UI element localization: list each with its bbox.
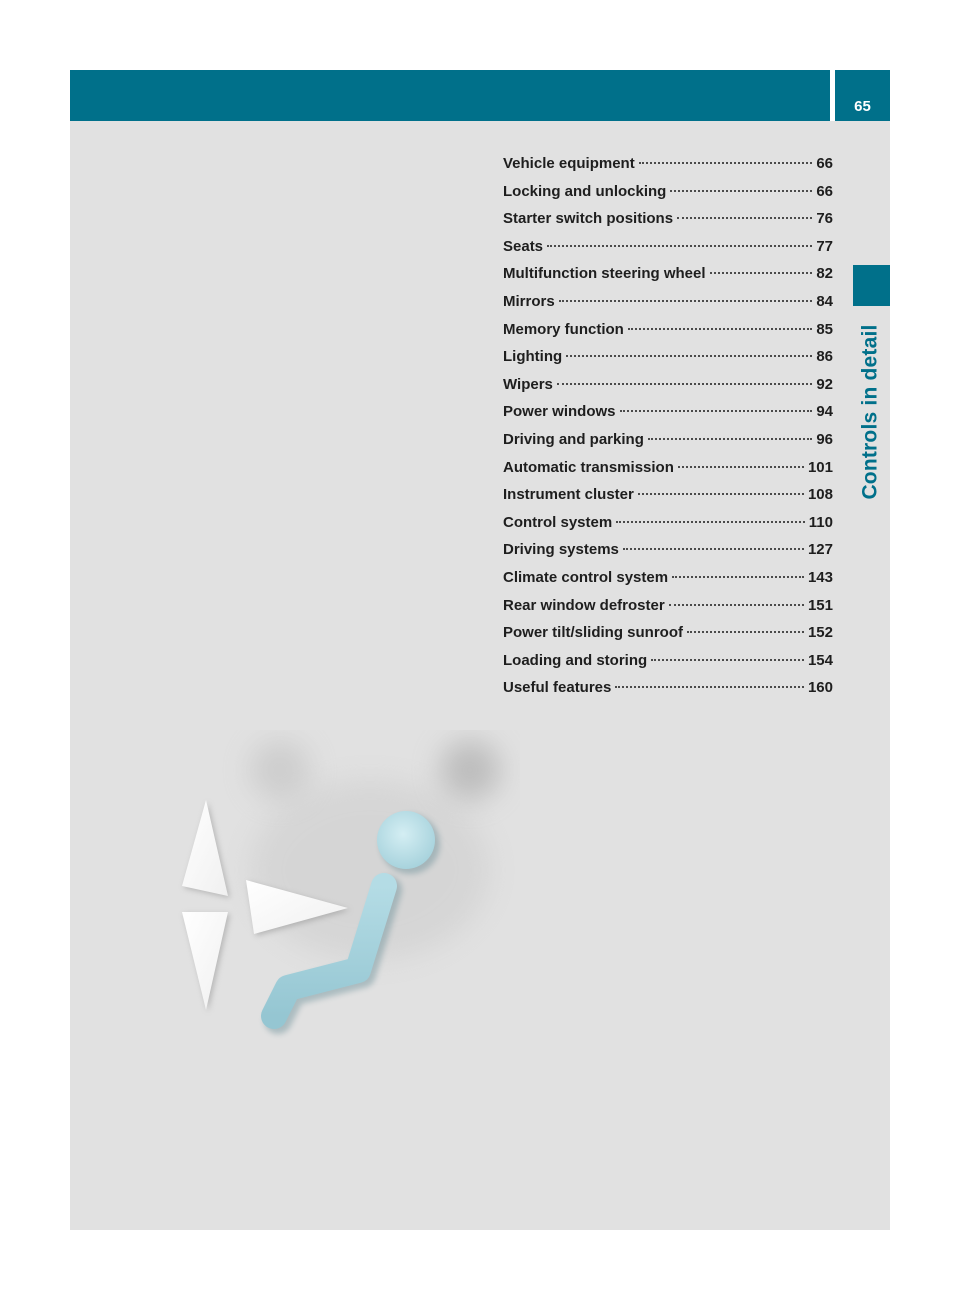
toc-entry-title: Lighting <box>503 348 563 366</box>
toc-leader-dots <box>669 604 804 606</box>
toc-entry-title: Multifunction steering wheel <box>503 265 706 283</box>
toc-entry-title: Loading and storing <box>503 651 648 669</box>
toc-entry-title: Driving systems <box>503 541 619 559</box>
toc-entry-title: Vehicle equipment <box>503 155 635 172</box>
toc-entry-page: 94 <box>816 403 833 421</box>
page-number: 65 <box>854 98 871 115</box>
toc-entry-title: Useful features <box>503 679 612 697</box>
seat-adjustment-icon <box>160 730 520 1050</box>
toc-leader-dots <box>623 548 804 550</box>
toc-entry-title: Mirrors <box>503 292 555 310</box>
toc-entry[interactable] <box>503 621 833 649</box>
toc-entry-page: 92 <box>816 375 833 393</box>
toc-leader-dots <box>651 659 804 661</box>
toc-entry-page: 160 <box>807 679 833 697</box>
toc-entry-page: 77 <box>816 237 833 255</box>
toc-entry[interactable] <box>503 235 833 263</box>
toc-entry[interactable] <box>503 180 833 208</box>
toc-entry[interactable] <box>503 649 833 677</box>
toc-entry-page: 127 <box>807 541 833 559</box>
toc-entry[interactable] <box>503 428 833 456</box>
toc-entry-title: Automatic transmission <box>503 458 674 476</box>
toc-leader-dots <box>566 355 812 357</box>
toc-leader-dots <box>648 438 812 440</box>
toc-entry-page: 85 <box>816 320 833 338</box>
toc-leader-dots <box>638 493 804 495</box>
toc-entry-title: Starter switch positions <box>503 210 674 228</box>
toc-leader-dots <box>672 576 804 578</box>
toc-entry[interactable] <box>503 152 833 180</box>
section-tab <box>853 265 890 306</box>
toc-entry-title: Control system <box>503 513 613 531</box>
toc-entry[interactable] <box>503 566 833 594</box>
toc-leader-dots <box>547 245 812 247</box>
toc-leader-dots <box>677 217 812 219</box>
toc-entry-page: 154 <box>807 651 833 669</box>
toc-entry-page: 110 <box>808 513 833 531</box>
toc-entry-page: 101 <box>807 458 833 476</box>
toc-leader-dots <box>557 383 812 385</box>
toc-entry-page: 152 <box>807 624 833 642</box>
toc-entry[interactable] <box>503 290 833 318</box>
toc-leader-dots <box>615 686 804 688</box>
toc-entry-page: 151 <box>807 596 833 614</box>
table-of-contents <box>503 152 833 704</box>
toc-leader-dots <box>639 162 813 164</box>
toc-entry-page: 76 <box>816 210 833 228</box>
toc-entry-page: 143 <box>807 568 833 586</box>
toc-leader-dots <box>670 190 812 192</box>
toc-entry[interactable] <box>503 373 833 401</box>
toc-entry-page: 86 <box>816 348 833 366</box>
toc-entry-page: 82 <box>816 265 833 283</box>
toc-entry-title: Wipers <box>503 375 553 393</box>
toc-leader-dots <box>710 272 813 274</box>
toc-entry[interactable] <box>503 511 833 539</box>
toc-entry[interactable] <box>503 207 833 235</box>
header-bar <box>70 70 830 121</box>
toc-leader-dots <box>678 466 804 468</box>
toc-entry[interactable] <box>503 594 833 622</box>
toc-leader-dots <box>620 410 813 412</box>
toc-entry-title: Instrument cluster <box>503 486 634 504</box>
toc-leader-dots <box>628 328 812 330</box>
section-label-text: Controls in detail <box>859 324 883 500</box>
toc-entry[interactable] <box>503 456 833 484</box>
toc-entry-title: Power tilt/sliding sunroof <box>503 624 683 642</box>
toc-entry-title: Power windows <box>503 403 616 421</box>
toc-entry[interactable] <box>503 262 833 290</box>
toc-entry[interactable] <box>503 676 833 704</box>
toc-entry-title: Driving and parking <box>503 430 644 448</box>
toc-entry-title: Seats <box>503 237 544 255</box>
toc-entry[interactable] <box>503 318 833 346</box>
toc-leader-dots <box>616 521 805 523</box>
toc-leader-dots <box>687 631 804 633</box>
toc-entry[interactable] <box>503 400 833 428</box>
toc-leader-dots <box>559 300 813 302</box>
section-label <box>856 312 886 512</box>
toc-entry[interactable] <box>503 345 833 373</box>
toc-entry-page: 66 <box>816 155 833 172</box>
toc-entry-page: 66 <box>816 182 833 200</box>
toc-entry-title: Climate control system <box>503 568 669 586</box>
toc-entry-title: Locking and unlocking <box>503 182 667 200</box>
toc-entry[interactable] <box>503 483 833 511</box>
toc-entry-title: Memory function <box>503 320 624 338</box>
toc-entry-page: 84 <box>816 292 833 310</box>
toc-entry[interactable] <box>503 538 833 566</box>
toc-entry-page: 96 <box>816 430 833 448</box>
toc-entry-title: Rear window defroster <box>503 596 665 614</box>
toc-entry-page: 108 <box>807 486 833 504</box>
